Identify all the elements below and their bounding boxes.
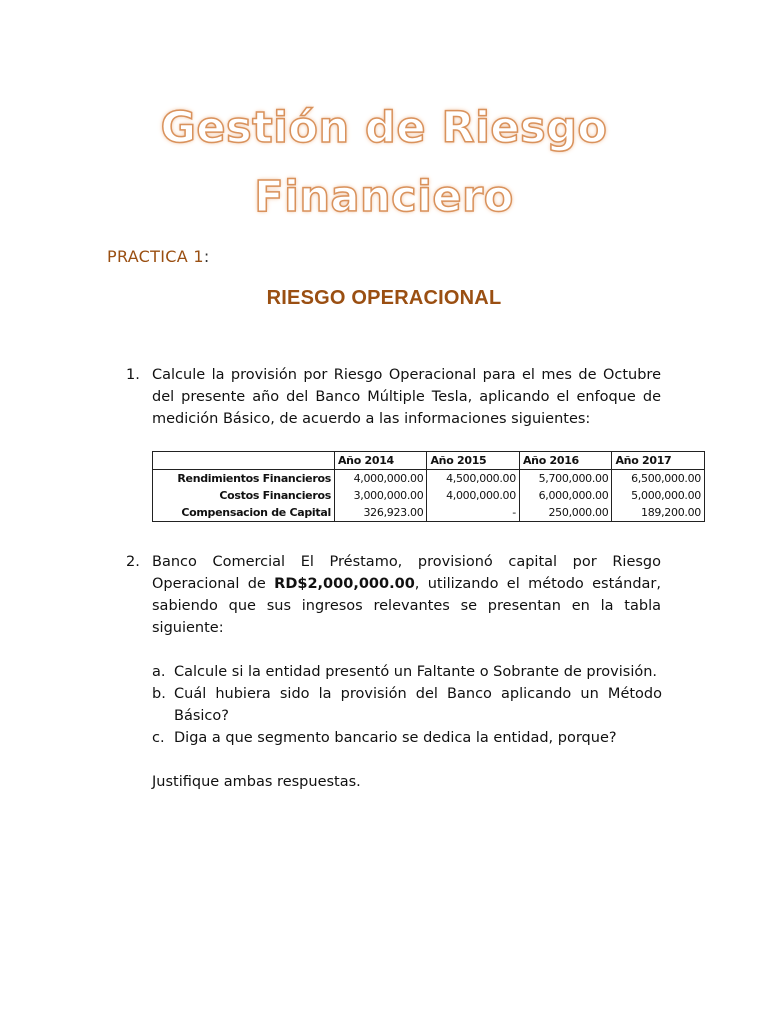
table-cell: 189,200.00 (612, 504, 705, 522)
table-cell: 5,700,000.00 (519, 470, 612, 488)
table-cell: - (427, 504, 520, 522)
table-header-cell: Año 2017 (612, 452, 705, 470)
subitem-letter: a. (152, 664, 166, 680)
table-cell: 4,000,000.00 (427, 487, 520, 504)
table-header-cell: Año 2016 (519, 452, 612, 470)
subitem-c-text: Diga a que segmento bancario se dedica la entidad, porque? (174, 730, 617, 746)
row-label: Compensacion de Capital (153, 504, 335, 522)
table-cell: 4,500,000.00 (427, 470, 520, 488)
section-subtitle: RIESGO OPERACIONAL (266, 287, 502, 309)
table-header-cell (153, 452, 335, 470)
table-cell: 3,000,000.00 (334, 487, 427, 504)
table-cell: 4,000,000.00 (334, 470, 427, 488)
practice-label: PRACTICA 1 (107, 247, 204, 266)
subitem-b-text: Cuál hubiera sido la provisión del Banco aplicando un Método Básico? (174, 686, 662, 724)
table-cell: 5,000,000.00 (612, 487, 705, 504)
subitem-letter: b. (152, 686, 166, 702)
row-label: Costos Financieros (153, 487, 335, 504)
document-title-line-1: Gestión de Riesgo (160, 103, 608, 153)
row-label: Rendimientos Financieros (153, 470, 335, 488)
practice-colon: : (203, 247, 210, 266)
table-row (153, 504, 705, 522)
subitem-letter: c. (152, 730, 165, 746)
table-cell: 6,500,000.00 (612, 470, 705, 488)
income-table (152, 451, 705, 522)
question-1-text: Calcule la provisión por Riesgo Operacional para el mes de Octubre del presente año del Banco Múltiple Tesla, aplicando el enfoque de medición Básico, de acuerdo a las informaciones siguientes: (152, 367, 661, 427)
provision-amount: RD$2,000,000.00 (274, 576, 415, 592)
table-row (153, 470, 705, 488)
table-cell: 250,000.00 (519, 504, 612, 522)
table-header-row (153, 452, 705, 470)
question-2-number: 2. (126, 554, 140, 570)
question-2-text (152, 551, 661, 639)
question-2-text-before: Banco Comercial El Préstamo, provisionó capital por Riesgo Operacional de (152, 554, 661, 592)
question-1-number: 1. (126, 367, 140, 383)
practice-heading (107, 247, 210, 266)
document-title-line-2: Financiero (254, 172, 514, 222)
table-header-cell: Año 2015 (427, 452, 520, 470)
subitem-a-text: Calcule si la entidad presentó un Faltante o Sobrante de provisión. (174, 664, 658, 680)
question-2-text-after: , utilizando el método estándar, sabiendo que sus ingresos relevantes se presentan en la tabla siguiente: (152, 576, 661, 636)
justify-note: Justifique ambas respuestas. (152, 774, 361, 790)
table-header-cell: Año 2014 (334, 452, 427, 470)
table-cell: 6,000,000.00 (519, 487, 612, 504)
table-row (153, 487, 705, 504)
table-cell: 326,923.00 (334, 504, 427, 522)
